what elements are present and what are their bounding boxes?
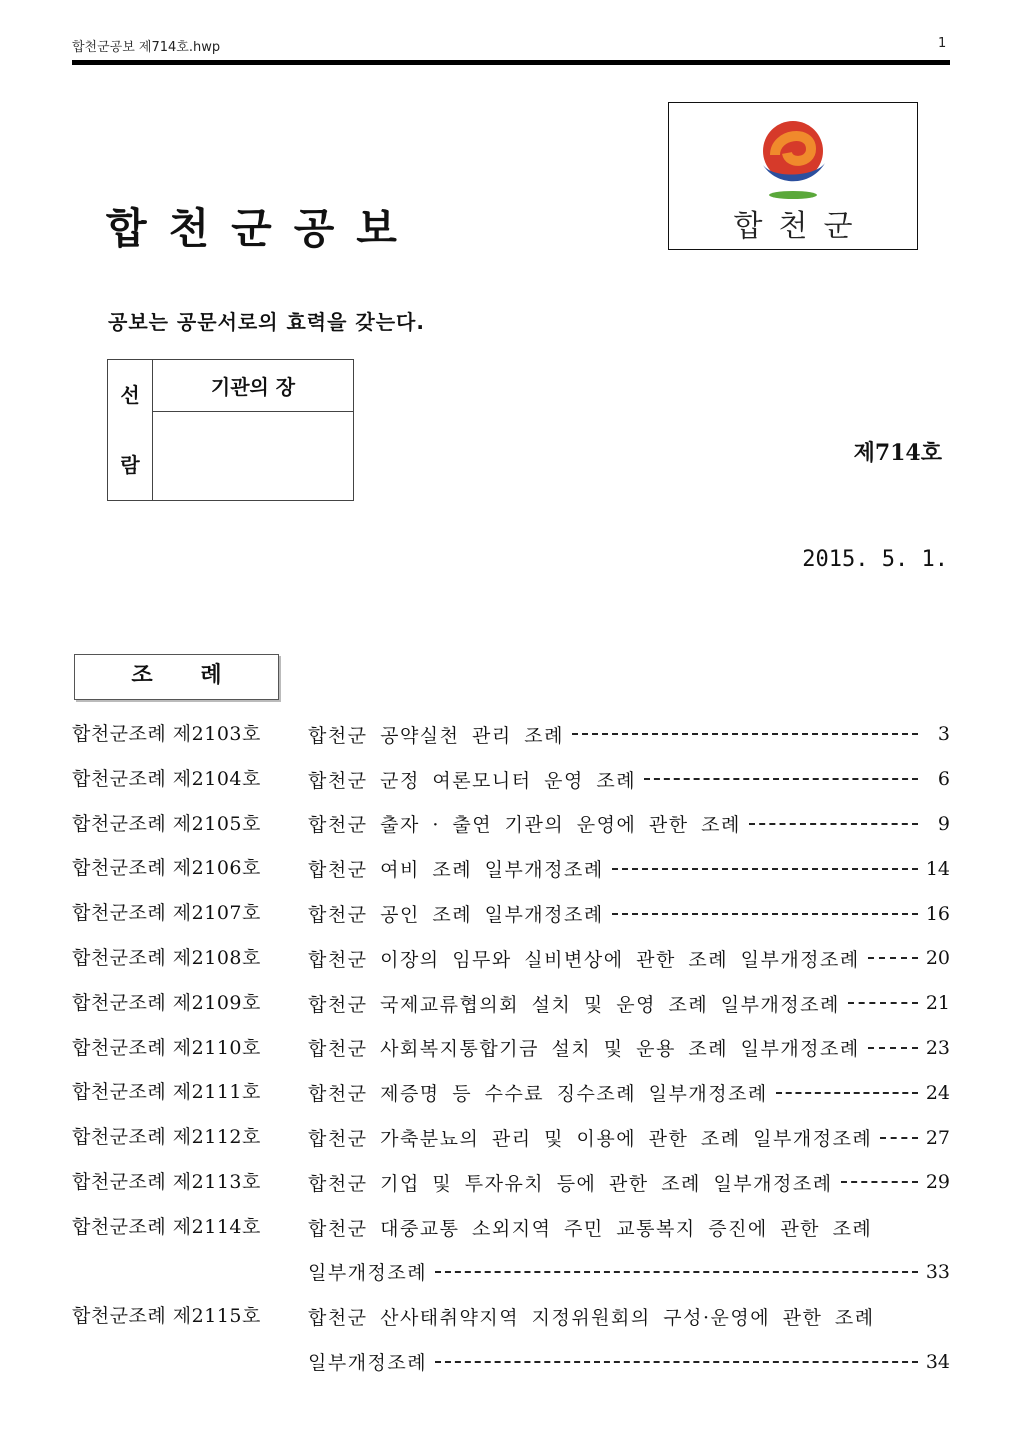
toc-entry <box>72 1160 950 1205</box>
toc-entry <box>72 1070 950 1115</box>
ordinance-number: 합천군조례 제2114호 <box>72 1215 261 1238</box>
ordinance-title: 합천군 국제교류협의회 설치 및 운영 조례 일부개정조례 <box>308 993 840 1016</box>
page-ref: 29 <box>925 1171 950 1194</box>
dot-leader <box>435 1361 918 1363</box>
ordinance-title: 합천군 산사태취약지역 지정위원회의 구성·운영에 관한 조례 <box>308 1307 875 1330</box>
dot-leader <box>848 1002 918 1004</box>
approval-side-label <box>108 360 153 501</box>
page-ref: 21 <box>925 992 950 1015</box>
page-ref: 24 <box>925 1081 950 1104</box>
dot-leader <box>868 957 918 959</box>
toc-entry <box>72 802 950 847</box>
dot-leader <box>572 733 918 735</box>
page-ref: 3 <box>937 723 950 746</box>
ordinance-number: 합천군조례 제2105호 <box>72 812 261 835</box>
page-ref: 6 <box>937 768 950 791</box>
toc-entry <box>72 1115 950 1160</box>
page-ref: 14 <box>925 857 950 880</box>
dot-leader <box>749 823 918 825</box>
ordinance-title: 합천군 이장의 임무와 실비변상에 관한 조례 일부개정조례 <box>308 948 860 971</box>
toc-entry <box>72 981 950 1026</box>
ordinance-number: 합천군조례 제2111호 <box>72 1081 261 1104</box>
toc-entry <box>72 846 950 891</box>
dot-leader <box>612 868 918 870</box>
toc-entry <box>72 936 950 981</box>
page-ref: 34 <box>925 1350 950 1373</box>
ordinance-title: 합천군 출자 · 출연 기관의 운영에 관한 조례 <box>308 814 741 837</box>
table-of-contents <box>72 712 950 1384</box>
header-rule <box>72 60 950 65</box>
ordinance-number: 합천군조례 제2113호 <box>72 1170 261 1193</box>
toc-entry <box>72 712 950 757</box>
ordinance-number: 합천군조례 제2115호 <box>72 1305 261 1328</box>
approval-label-2: 람 <box>120 453 140 477</box>
hapcheon-emblem-icon <box>753 117 833 205</box>
ordinance-title-cont: 일부개정조례 <box>308 1262 428 1285</box>
page-ref: 16 <box>925 902 950 925</box>
toc-entry <box>72 1026 950 1071</box>
page-number: 1 <box>938 36 947 51</box>
ordinance-number: 합천군조례 제2109호 <box>72 991 261 1014</box>
document-title: 합천군공보 <box>106 204 419 253</box>
approval-signature-cell <box>153 412 354 501</box>
toc-entry <box>72 891 950 936</box>
ordinance-title: 합천군 가축분뇨의 관리 및 이용에 관한 조례 일부개정조례 <box>308 1128 873 1151</box>
issue-date: 2015. 5. 1. <box>802 547 948 572</box>
ordinance-number: 합천군조례 제2108호 <box>72 946 261 969</box>
toc-entry <box>72 757 950 802</box>
ordinance-title: 합천군 사회복지통합기금 설치 및 운용 조례 일부개정조례 <box>308 1038 860 1061</box>
ordinance-title: 합천군 대중교통 소외지역 주민 교통복지 증진에 관한 조례 <box>308 1217 873 1240</box>
ordinance-number: 합천군조례 제2110호 <box>72 1036 261 1059</box>
approval-table <box>107 359 354 501</box>
page-ref: 20 <box>925 947 950 970</box>
ordinance-title: 합천군 공약실천 관리 조례 <box>308 724 565 747</box>
ordinance-title: 합천군 공인 조례 일부개정조례 <box>308 904 604 927</box>
page-ref: 33 <box>925 1260 950 1283</box>
page-ref: 23 <box>925 1036 950 1059</box>
dot-leader <box>776 1092 918 1094</box>
ordinance-number: 합천군조례 제2112호 <box>72 1126 261 1149</box>
ordinance-number: 합천군조례 제2104호 <box>72 767 261 790</box>
ordinance-title: 합천군 여비 조례 일부개정조례 <box>308 859 604 882</box>
ordinance-title: 합천군 기업 및 투자유치 등에 관한 조례 일부개정조례 <box>308 1172 833 1195</box>
ordinance-number: 합천군조례 제2107호 <box>72 902 261 925</box>
dot-leader <box>868 1047 918 1049</box>
issue-number: 제714호 <box>853 440 942 466</box>
dot-leader <box>841 1181 918 1183</box>
ordinance-title-cont: 일부개정조례 <box>308 1352 428 1375</box>
page-ref: 27 <box>925 1126 950 1149</box>
document-subtitle: 공보는 공문서로의 효력을 갖는다. <box>108 310 425 334</box>
toc-entry <box>72 1205 950 1295</box>
county-logo <box>668 102 918 250</box>
dot-leader <box>880 1137 918 1139</box>
section-heading: 조 례 <box>74 654 279 700</box>
ordinance-title: 합천군 제증명 등 수수료 징수조례 일부개정조례 <box>308 1083 768 1106</box>
page-ref: 9 <box>937 812 950 835</box>
ordinance-number: 합천군조례 제2106호 <box>72 857 261 880</box>
approval-label-1: 선 <box>120 383 140 407</box>
ordinance-title: 합천군 군정 여론모니터 운영 조례 <box>308 769 637 792</box>
dot-leader <box>644 778 918 780</box>
dot-leader <box>612 913 918 915</box>
approval-head: 기관의 장 <box>153 360 354 412</box>
toc-entry <box>72 1294 950 1384</box>
dot-leader <box>435 1271 918 1273</box>
logo-text: 합천군 <box>733 209 869 244</box>
file-name: 합천군공보 제714호.hwp <box>72 40 221 55</box>
ordinance-number: 합천군조례 제2103호 <box>72 723 261 745</box>
